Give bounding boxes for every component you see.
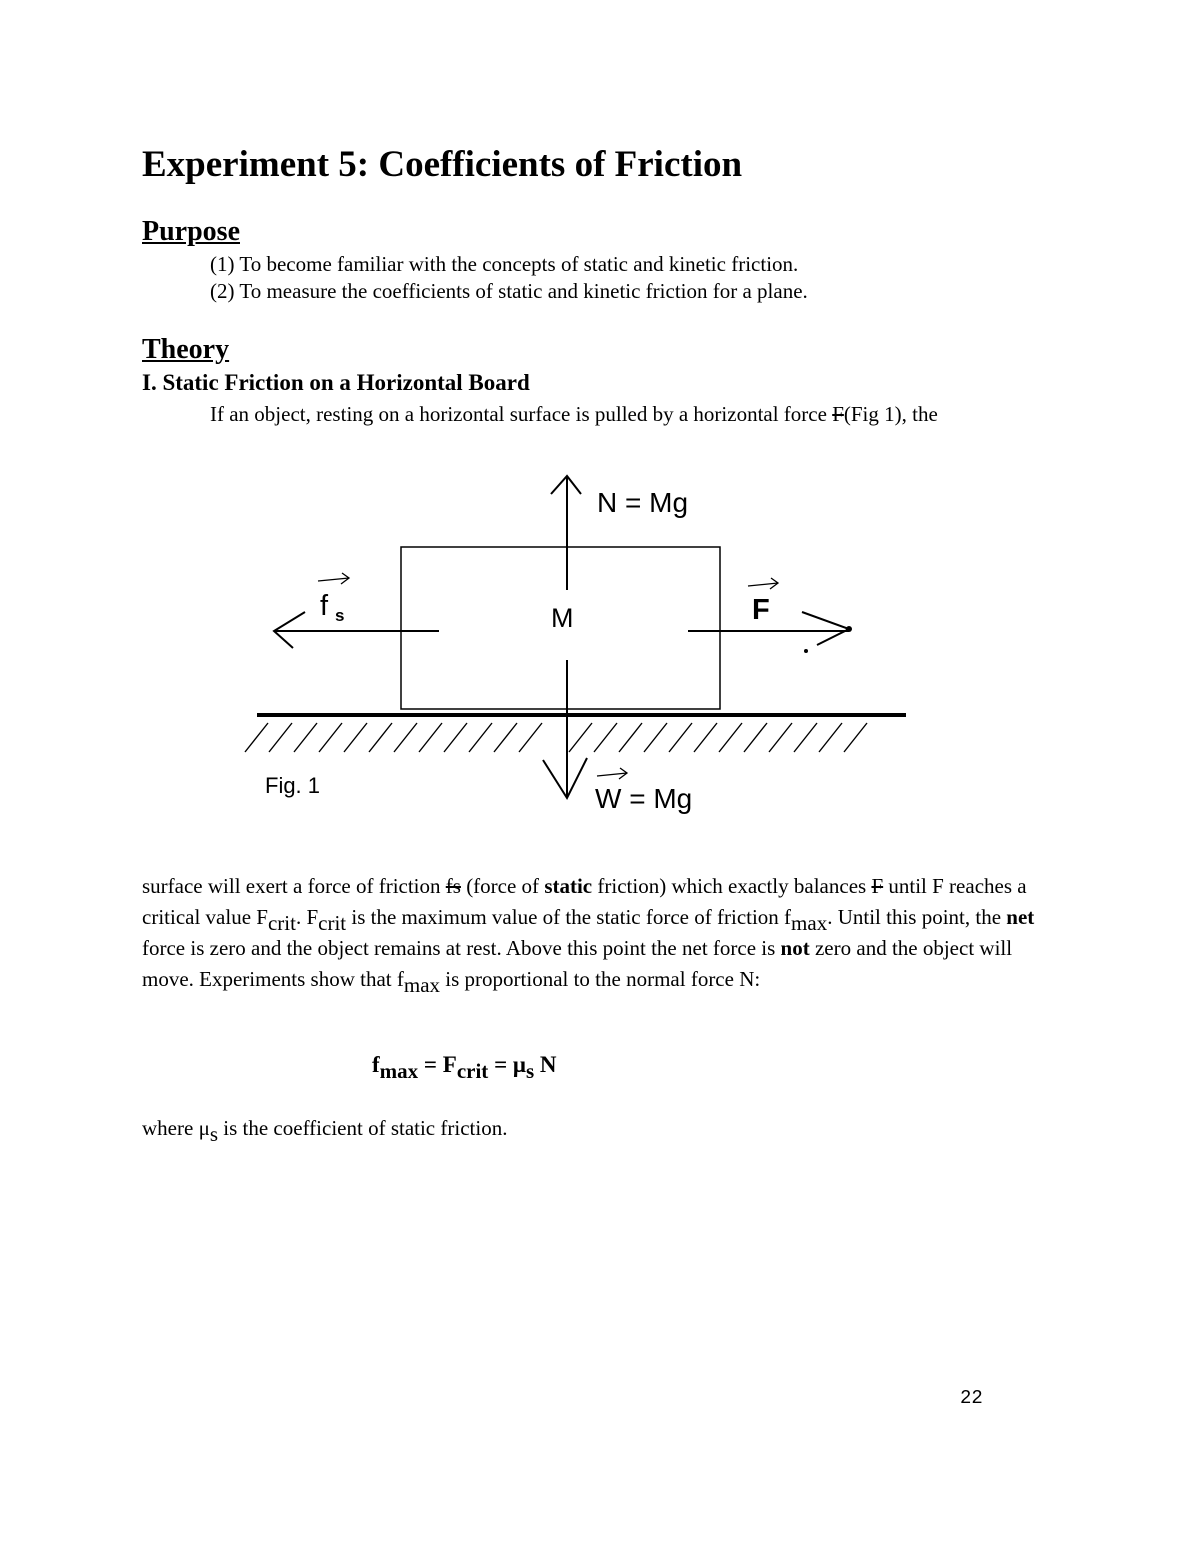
weight-w: W bbox=[595, 783, 622, 814]
max-subscript-1: max bbox=[791, 911, 828, 935]
intro-text-b: (Fig 1), the bbox=[843, 402, 938, 426]
friction-arrow bbox=[274, 612, 439, 648]
theory-heading: Theory bbox=[142, 334, 230, 365]
weight-symbol bbox=[595, 783, 692, 814]
intro-text-a: If an object, resting on a horizontal surface is pulled by a horizontal force bbox=[210, 402, 833, 426]
not-bold: not bbox=[780, 936, 810, 960]
static-friction-equation bbox=[372, 1052, 557, 1083]
p-text-2: (force of bbox=[460, 874, 545, 898]
where-line bbox=[142, 1116, 508, 1146]
intro-force-symbol: F bbox=[832, 402, 844, 426]
where-s: s bbox=[209, 1122, 219, 1146]
p-text-4: until F reaches a critical value F bbox=[142, 874, 1027, 929]
p-text-1: surface will exert a force of friction bbox=[142, 874, 446, 898]
page-number: 22 bbox=[960, 1387, 983, 1409]
p-text-10: is proportional to the normal force N: bbox=[440, 967, 761, 991]
eq-part-2: = bbox=[488, 1052, 513, 1077]
page-title: Experiment 5: Coefficients of Friction bbox=[142, 144, 743, 185]
p-text-5: . F bbox=[295, 905, 319, 929]
weight-arrow bbox=[543, 660, 587, 798]
arrow-tail-dot bbox=[804, 649, 808, 653]
where-text-b: is the coefficient of static friction. bbox=[218, 1116, 508, 1140]
eq-n: N bbox=[534, 1052, 557, 1077]
normal-force-label: N = Mg bbox=[597, 487, 689, 518]
friction-subscript: s bbox=[335, 606, 345, 625]
where-text-a: where bbox=[142, 1116, 199, 1140]
p-text-6: is the maximum value of the static force of friction f bbox=[346, 905, 792, 929]
normal-force-arrow bbox=[551, 476, 581, 590]
section-title-static-friction: I. Static Friction on a Horizontal Board bbox=[142, 370, 530, 395]
F-strike-symbol: F bbox=[871, 874, 884, 898]
ground-hatching bbox=[245, 723, 867, 752]
friction-symbol: f bbox=[320, 590, 329, 622]
purpose-heading: Purpose bbox=[142, 216, 240, 247]
where-mu: μ bbox=[198, 1116, 210, 1140]
eq-crit: crit bbox=[456, 1059, 489, 1083]
p-text-3: friction) which exactly balances bbox=[592, 874, 872, 898]
figure-caption: Fig. 1 bbox=[265, 773, 321, 798]
static-bold: static bbox=[544, 874, 593, 898]
max-subscript-2: max bbox=[403, 973, 441, 997]
eq-mu: μ bbox=[512, 1052, 526, 1077]
body-paragraph bbox=[142, 871, 1062, 995]
force-vector-label bbox=[748, 578, 778, 626]
purpose-item-2: (2) To measure the coefficients of static and kinetic friction for a plane. bbox=[210, 279, 808, 303]
eq-part-1: = F bbox=[418, 1052, 457, 1077]
weight-rest: = Mg bbox=[621, 783, 693, 814]
p-text-7: . Until this point, the bbox=[827, 905, 1007, 929]
p-text-9: zero and the object will move. Experiments show that f bbox=[142, 936, 1013, 991]
crit-subscript-1: crit bbox=[267, 911, 296, 935]
fs-symbol: fs bbox=[445, 874, 461, 898]
crit-subscript-2: crit bbox=[318, 911, 347, 935]
force-symbol: F bbox=[752, 594, 770, 626]
eq-s: s bbox=[525, 1059, 535, 1083]
eq-max: max bbox=[379, 1059, 419, 1083]
arrow-tip-dot bbox=[846, 626, 852, 632]
mass-label: M bbox=[551, 603, 574, 633]
net-bold: net bbox=[1006, 905, 1035, 929]
weight-vector-label bbox=[595, 768, 692, 814]
friction-vector-label bbox=[318, 573, 349, 625]
eq-f: f bbox=[372, 1052, 380, 1077]
p-text-8: force is zero and the object remains at rest. Above this point the net force is bbox=[142, 936, 781, 960]
purpose-item-1: (1) To become familiar with the concepts of static and kinetic friction. bbox=[210, 252, 799, 276]
